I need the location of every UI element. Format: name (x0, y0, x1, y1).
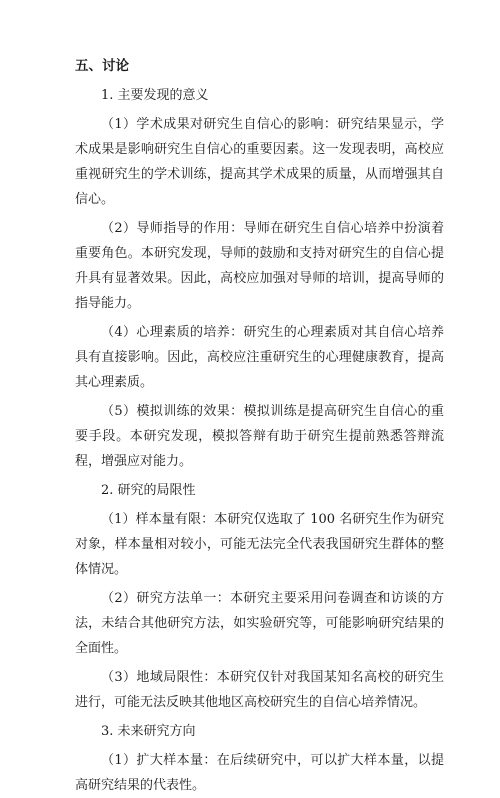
paragraph-regional-limitation: （3）地域局限性：本研究仅针对我国某知名高校的研究生进行，可能无法反映其他地区高校研究生的自信心培养情况。 (75, 670, 444, 710)
paragraph-advisor-guidance: （2）导师指导的作用：导师在研究生自信心培养中扮演着重要角色。本研究发现，导师的鼓励和支持对研究生的自信心提升具有显著效果。因此，高校应加强对导师的培训，提高导师的指导能力。 (75, 221, 444, 311)
subsection-title-findings: 1. 主要发现的意义 (101, 88, 209, 103)
subsection-title-future: 3. 未来研究方向 (101, 724, 196, 739)
paragraph-simulation-training: （5）模拟训练的效果：模拟训练是提高研究生自信心的重要手段。本研究发现，模拟答辩有助于研究生提前熟悉答辩流程，增强应对能力。 (75, 404, 444, 469)
subsection-title-limitations: 2. 研究的局限性 (101, 483, 196, 498)
section-heading: 五、讨论 (75, 58, 129, 74)
paragraph-sample-size: （1）样本量有限：本研究仅选取了 100 名研究生作为研究对象，样本量相对较小，可能无法完全代表我国研究生群体的整体情况。 (75, 512, 444, 577)
paragraph-expand-sample: （1）扩大样本量：在后续研究中，可以扩大样本量，以提高研究结果的代表性。 (75, 753, 444, 793)
paragraph-research-method: （2）研究方法单一：本研究主要采用问卷调查和访谈的方法，未结合其他研究方法，如实验研究等，可能影响研究结果的全面性。 (75, 591, 444, 656)
paragraph-academic-achievement: （1）学术成果对研究生自信心的影响：研究结果显示，学术成果是影响研究生自信心的重要因素。这一发现表明，高校应重视研究生的学术训练，提高其学术成果的质量，从而增强其自信心。 (75, 117, 444, 207)
paragraph-psychological-quality: （4）心理素质的培养：研究生的心理素质对其自信心培养具有直接影响。因此，高校应注重研究生的心理健康教育，提高其心理素质。 (75, 325, 444, 390)
